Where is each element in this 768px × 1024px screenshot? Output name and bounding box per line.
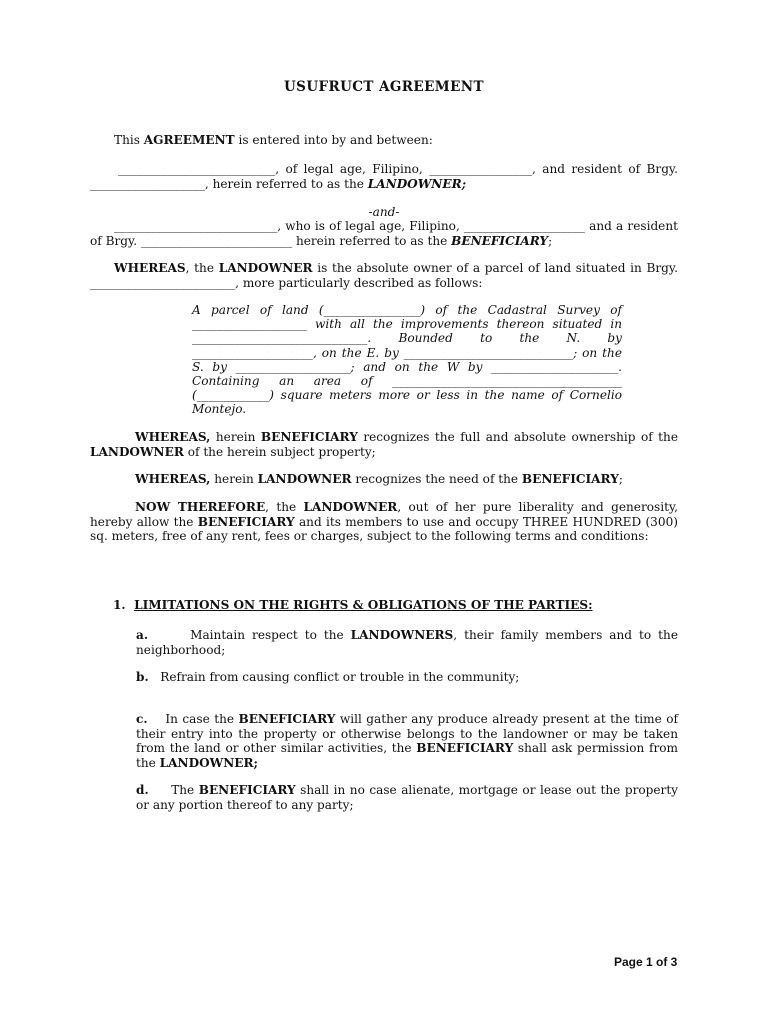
whereas-term: WHEREAS, <box>135 472 211 486</box>
south-boundary-blank: ___________________ <box>235 359 351 374</box>
whereas-term: WHEREAS, <box>135 430 211 444</box>
item-label: a. <box>136 628 149 642</box>
section-title: LIMITATIONS ON THE RIGHTS & OBLIGATIONS OF THE PARTIES: <box>134 598 593 612</box>
item-label: c. <box>136 712 148 726</box>
list-item-c: c. In case the BENEFICIARY will gather any produce already present at the time of their entry into the property or otherwise belongs to the landowner or may be taken from the land or other similar activities, the BENEFICIARY shall ask permission from the LANDOWNER; <box>136 712 679 770</box>
list-item-a: a. Maintain respect to the LANDOWNERS, their family members and to the neighborhood; <box>136 628 678 657</box>
area-number-blank: ____________ <box>196 388 270 403</box>
whereas1-text: is the absolute owner of a parcel of land situated in Brgy. <box>312 261 678 275</box>
lot-number-blank: ________________ <box>323 303 421 317</box>
whereas2-paragraph: WHEREAS, herein BENEFICIARY recognizes the full and absolute ownership of the LANDOWNER of the herein subject property; <box>90 430 678 459</box>
beneficiary-term: BENEFICIARY <box>198 783 296 797</box>
landowner-role: LANDOWNER; <box>367 176 467 191</box>
landowner-term: LANDOWNER <box>303 500 398 514</box>
landowner-term: LANDOWNER <box>218 261 313 275</box>
civil-status-blank: ____________________ <box>463 219 585 233</box>
beneficiary-term: BENEFICIARY <box>260 430 358 444</box>
survey-blank: ___________________ <box>192 317 307 332</box>
whereas1-text: , the <box>185 261 219 275</box>
and-separator: -and- <box>368 205 400 219</box>
brgy-blank: _________________________ <box>140 233 293 248</box>
party2-text: herein referred to as the <box>292 233 452 248</box>
party2-text: , who is of legal age, Filipino, <box>277 219 464 233</box>
intro-text: This <box>114 133 144 147</box>
landowner-term: LANDOWNER; <box>159 755 258 770</box>
whereas1-paragraph <box>90 261 678 290</box>
item-label: d. <box>136 783 149 797</box>
party1-text: , herein referred to as the <box>204 176 368 191</box>
landowners-term: LANDOWNERS <box>350 628 454 642</box>
section-number: 1. <box>113 598 126 612</box>
party1-text: , of legal age, Filipino, <box>275 162 430 176</box>
party1-text: , and resident of Brgy. <box>531 162 678 176</box>
intro-text-end: is entered into by and between: <box>234 133 433 147</box>
list-item-d: d. The BENEFICIARY shall in no case alienate, mortgage or lease out the property or any portion thereof to any party; <box>136 783 679 812</box>
landowner-term: LANDOWNER <box>257 472 352 486</box>
now-therefore-term: NOW THEREFORE <box>135 500 266 514</box>
whereas1-text: , more particularly described as follows: <box>235 275 483 290</box>
brgy-blank: ___________________ <box>90 176 205 191</box>
beneficiary-term: BENEFICIARY <box>416 741 514 755</box>
beneficiary-term: BENEFICIARY <box>521 472 619 486</box>
brgy-blank: ________________________ <box>90 275 236 290</box>
name-blank: __________________________ <box>118 162 276 176</box>
north-boundary-blank: ____________________ <box>192 345 313 360</box>
agreement-term: AGREEMENT <box>143 133 235 147</box>
name-blank: ___________________________ <box>114 219 278 233</box>
west-boundary-blank: _____________________ <box>491 359 619 374</box>
whereas-term: WHEREAS <box>114 261 186 275</box>
now-therefore-paragraph: NOW THEREFORE, the LANDOWNER, out of her pure liberality and generosity, hereby allow the BENEFICIARY and its members to use and occupy THREE HUNDRED (300) sq. meters, free of any rent, fees or charges, subject to the following terms and conditions: <box>90 500 679 543</box>
list-item-b: b. Refrain from causing conflict or trouble in the community; <box>136 670 520 684</box>
landowner-term: LANDOWNER <box>90 444 184 459</box>
party2-paragraph <box>90 219 678 248</box>
document-title: USUFRUCT AGREEMENT <box>284 79 484 95</box>
east-boundary-blank: ____________________________ <box>403 345 574 360</box>
item-label: b. <box>136 670 149 684</box>
intro-paragraph <box>114 133 514 148</box>
party2-text: and a resident of Brgy. <box>90 219 678 248</box>
location-blank: _____________________________ <box>192 331 368 346</box>
party2-end: ; <box>548 233 553 248</box>
land-description: A parcel of land (________________) of the Cadastral Survey of ___________________ with all the improvements thereon situated in _____________________________. Bounded to the N. by ____________________, on the E. by ____________________________; on the S. by ___________________; and on the W by _____________________. Containing an area of ______________________________________ (____________) square meters more or less in the name of Cornelio Montejo. <box>192 303 622 417</box>
section-heading <box>113 598 593 613</box>
page-number: Page 1 of 3 <box>614 955 678 969</box>
party1-paragraph <box>90 162 678 191</box>
beneficiary-term: BENEFICIARY <box>197 514 295 529</box>
civil-status-blank: _________________ <box>429 162 532 176</box>
beneficiary-term: BENEFICIARY <box>238 712 336 726</box>
whereas3-paragraph: WHEREAS, herein LANDOWNER recognizes the need of the BENEFICIARY; <box>135 472 623 486</box>
area-words-blank: ______________________________________ <box>392 374 622 389</box>
beneficiary-role: BENEFICIARY <box>451 233 549 248</box>
